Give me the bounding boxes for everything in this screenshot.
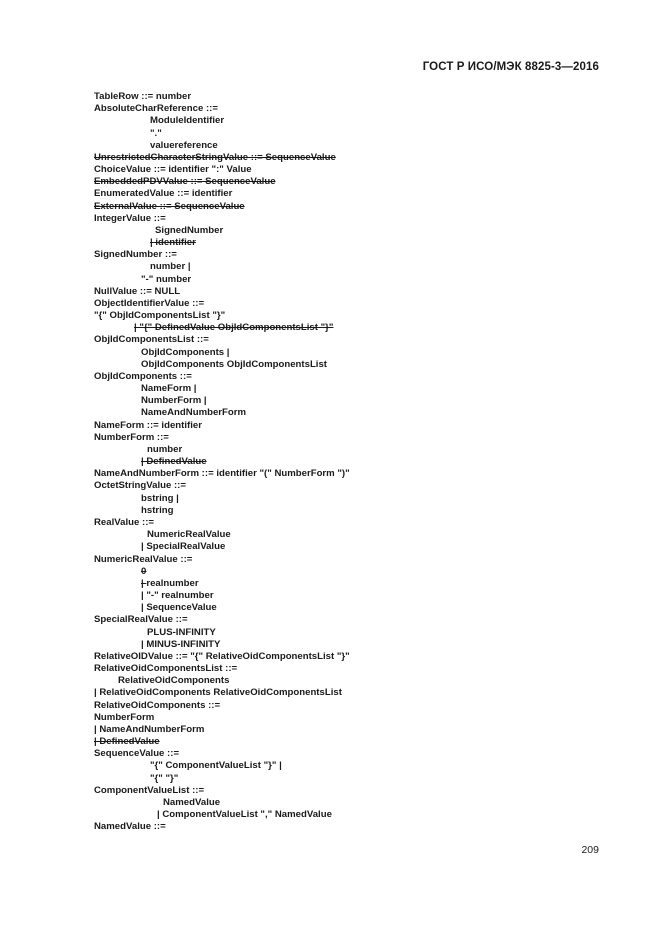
grammar-line: | "-" realnumber: [141, 590, 214, 601]
grammar-line: valuereference: [150, 139, 218, 151]
grammar-line: RealValue ::=: [94, 517, 154, 528]
grammar-line: "{" ComponentValueList "}" |: [150, 760, 282, 772]
grammar-line: "{" "}": [150, 772, 179, 784]
grammar-line: NameAndNumberForm ::= identifier "(" NumberForm ")": [94, 468, 350, 480]
grammar-line: NumberForm |: [141, 395, 207, 407]
grammar-line: SpecialRealValue ::=: [94, 614, 188, 626]
grammar-line: ObjectIdentifierValue ::=: [94, 297, 205, 309]
grammar-line: ObjIdComponents |: [141, 346, 230, 358]
grammar-line: UnrestrictedCharacterStringValue ::= SequenceValue: [94, 151, 336, 163]
grammar-line: number |: [150, 261, 191, 273]
grammar-line: | RelativeOidComponents RelativeOidComponentsList: [94, 687, 342, 699]
grammar-line: NamedValue ::=: [94, 821, 166, 833]
grammar-line-text: realnumber: [146, 577, 199, 589]
grammar-line: EmbeddedPDVValue ::= SequenceValue: [94, 176, 276, 188]
grammar-line: ModuleIdentifier: [150, 115, 225, 127]
struck-prefix: |: [141, 577, 147, 589]
grammar-line: NumberForm: [94, 711, 155, 723]
grammar-line: SequenceValue ::=: [94, 748, 180, 760]
grammar-line: RelativeOIDValue ::= "{" RelativeOidComponentsList "}": [94, 650, 350, 662]
grammar-line: ObjIdComponents ::=: [94, 370, 192, 382]
grammar-line: SignedNumber: [155, 224, 224, 236]
grammar-line: "{" ObjIdComponentsList "}": [94, 310, 226, 322]
grammar-line: number: [147, 443, 183, 455]
grammar-line: ComponentValueList ::=: [94, 784, 205, 796]
grammar-line: NamedValue: [163, 796, 221, 808]
grammar-line: | identifier: [150, 237, 196, 248]
page-number: 209: [581, 844, 599, 856]
grammar-line: 0: [141, 565, 147, 577]
grammar-line: | NameAndNumberForm: [94, 723, 205, 735]
document-header-title: ГОСТ Р ИСО/МЭК 8825-3—2016: [422, 61, 599, 73]
grammar-line: IntegerValue ::=: [94, 212, 166, 224]
grammar-line: NumericRealValue: [147, 529, 231, 541]
grammar-line: ExternalValue ::= SequenceValue: [94, 200, 245, 212]
grammar-line: PLUS-INFINITY: [147, 626, 216, 638]
grammar-line: ChoiceValue ::= identifier ":" Value: [94, 164, 252, 175]
grammar-line: | ComponentValueList "," NamedValue: [157, 809, 332, 820]
grammar-line: NumberForm ::=: [94, 431, 169, 443]
grammar-line: ObjIdComponents ObjIdComponentsList: [141, 358, 328, 370]
grammar-line: SignedNumber ::=: [94, 249, 177, 261]
grammar-line: [141, 578, 199, 590]
grammar-line: NullValue ::= NULL: [94, 285, 181, 297]
grammar-line: "-" number: [141, 273, 192, 285]
grammar-line: NameForm |: [141, 383, 197, 395]
grammar-line: hstring: [141, 504, 174, 516]
grammar-line: | DefinedValue: [94, 736, 160, 747]
grammar-line: NumericRealValue ::=: [94, 553, 193, 565]
grammar-line: NameForm ::= identifier: [94, 419, 202, 431]
grammar-line: ObjIdComponentsList ::=: [94, 334, 209, 346]
grammar-line: | "{" DefinedValue ObjIdComponentsList "}": [134, 322, 334, 334]
grammar-line: | SequenceValue: [141, 602, 217, 614]
grammar-line: bstring |: [141, 492, 179, 504]
grammar-line: | SpecialRealValue: [141, 541, 226, 553]
grammar-line: NameAndNumberForm: [141, 407, 247, 419]
grammar-line: AbsoluteCharReference ::=: [94, 103, 218, 115]
grammar-line: RelativeOidComponents: [118, 675, 230, 687]
grammar-line: RelativeOidComponentsList ::=: [94, 663, 238, 674]
grammar-line: OctetStringValue ::=: [94, 480, 186, 492]
grammar-line: | MINUS-INFINITY: [141, 638, 221, 650]
grammar-line: RelativeOidComponents ::=: [94, 699, 221, 711]
grammar-line: ".": [150, 127, 162, 139]
grammar-line: | DefinedValue: [141, 456, 207, 468]
grammar-line: TableRow ::= number: [94, 91, 192, 102]
grammar-line: EnumeratedValue ::= identifier: [94, 188, 233, 200]
